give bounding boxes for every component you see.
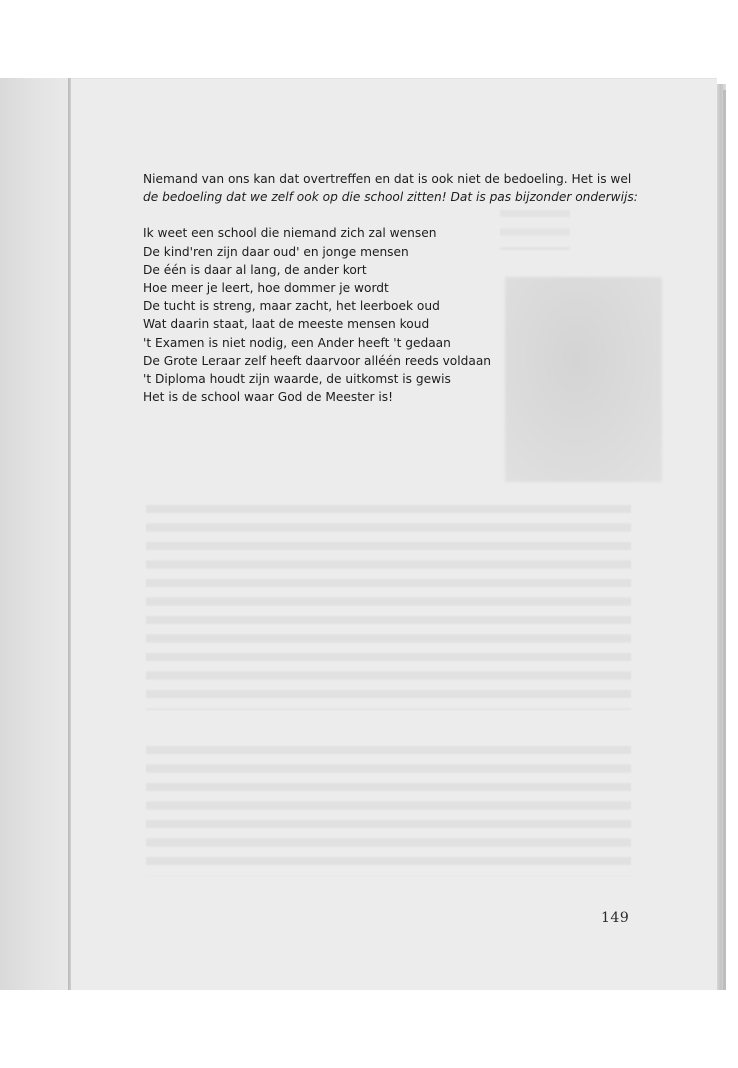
poem-line: Het is de school waar God de Meester is! [143,390,394,405]
intro-paragraph [143,170,643,206]
poem-line: Ik weet een school die niemand zich zal wensen [143,226,437,241]
poem-line: 't Examen is niet nodig, een Ander heeft 't gedaan [143,335,451,350]
show-through-text [146,505,631,860]
poem-line: Wat daarin staat, laat de meeste mensen koud [143,317,430,332]
poem-line: 't Diploma houdt zijn waarde, de uitkomst is gewis [143,372,451,387]
poem-line: De één is daar al lang, de ander kort [143,262,367,277]
poem-line: Hoe meer je leert, hoe dommer je wordt [143,281,389,296]
poem [143,224,643,406]
intro-line-1: Niemand van ons kan dat overtreffen en dat is ook niet de bedoeling. Het is wel [143,172,632,186]
page-stack-shadow [723,90,726,990]
poem-line: De kind'ren zijn daar oud' en jonge mensen [143,244,409,259]
poem-line: De tucht is streng, maar zacht, het leerboek oud [143,299,440,314]
left-page-edge [0,78,68,990]
page-body [143,170,643,406]
page-number: 149 [601,910,630,926]
intro-line-2: de bedoeling dat we zelf ook op die school zitten! Dat is pas bijzonder onderwijs: [143,190,638,205]
poem-line: De Grote Leraar zelf heeft daarvoor alléén reeds voldaan [143,353,492,368]
